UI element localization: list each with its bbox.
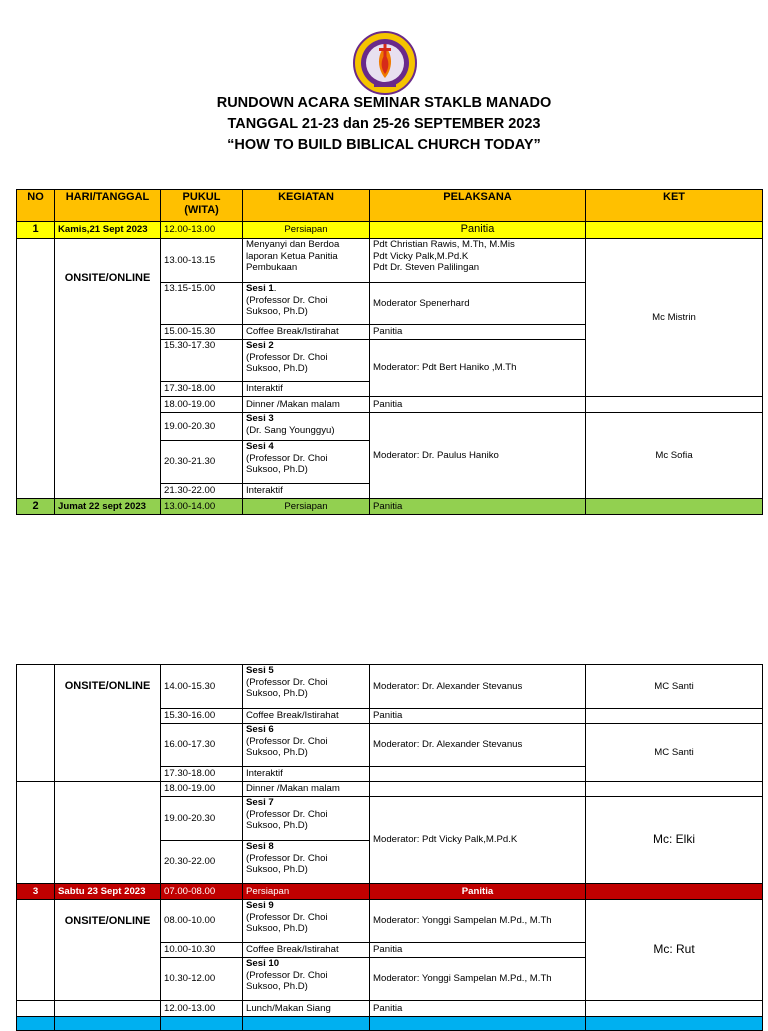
pelaksana: Pdt Christian Rawis, M.Th, M.Mis Pdt Vicky Palk,M.Pd.K Pdt Dr. Steven Palilingan	[370, 239, 586, 283]
ket	[586, 397, 763, 413]
table-row-day-2	[17, 499, 763, 515]
ket-mc: Mc: Rut	[586, 900, 763, 1001]
time: 12.00-13.00	[161, 222, 243, 239]
day-date: Kamis,21 Sept 2023	[55, 222, 161, 239]
day-number: 1	[17, 222, 55, 239]
day-date: Sabtu 23 Sept 2023	[55, 884, 161, 900]
ket-mc: Mc: Elki	[586, 797, 763, 884]
time: 08.00-10.00	[161, 900, 243, 943]
page-title-line-1: RUNDOWN ACARA SEMINAR STAKLB MANADO	[216, 95, 552, 111]
kegiatan: Interaktif	[243, 484, 370, 499]
table-row	[17, 782, 763, 797]
no-cell	[17, 782, 55, 884]
kegiatan: Sesi 3 (Dr. Sang Younggyu)	[243, 413, 370, 441]
day-number: 2	[17, 499, 55, 515]
no-cell	[17, 1001, 55, 1017]
time: 16.00-17.30	[161, 724, 243, 767]
pelaksana: Panitia	[370, 222, 586, 239]
time: 19.00-20.30	[161, 797, 243, 841]
ket	[586, 1001, 763, 1017]
ket-mc: Mc Sofia	[586, 413, 763, 499]
kegiatan: Sesi 8 (Professor Dr. Choi Suksoo, Ph.D)	[243, 841, 370, 884]
table-row	[17, 1001, 763, 1017]
table-row-day-3	[17, 884, 763, 900]
col-pelaksana: PELAKSANA	[370, 190, 586, 222]
no-cell	[17, 665, 55, 782]
time: 18.00-19.00	[161, 397, 243, 413]
kegiatan: Lunch/Makan Siang	[243, 1001, 370, 1017]
mode-cell: ONSITE/ONLINE	[55, 239, 161, 499]
ket	[586, 782, 763, 797]
schedule-table-2	[16, 664, 763, 1031]
time: 13.00-14.00	[161, 499, 243, 515]
pelaksana	[370, 782, 586, 797]
mode-cell	[55, 782, 161, 884]
pelaksana: Moderator: Dr. Alexander Stevanus	[370, 665, 586, 709]
day-number: 3	[17, 884, 55, 900]
mode-cell: ONSITE/ONLINE	[55, 900, 161, 1001]
pelaksana: Panitia	[370, 709, 586, 724]
pelaksana: Panitia	[370, 1001, 586, 1017]
kegiatan: Dinner /Makan malam	[243, 397, 370, 413]
ket	[586, 222, 763, 239]
kegiatan: Coffee Break/Istirahat	[243, 943, 370, 958]
ket	[586, 884, 763, 900]
time: 21.30-22.00	[161, 484, 243, 499]
pelaksana: Panitia	[370, 397, 586, 413]
kegiatan: Coffee Break/Istirahat	[243, 709, 370, 724]
mode-cell	[55, 1001, 161, 1017]
time: 20.30-22.00	[161, 841, 243, 884]
time: 14.00-15.30	[161, 665, 243, 709]
page-title-line-3: “HOW TO BUILD BIBLICAL CHURCH TODAY”	[227, 137, 541, 153]
time: 18.00-19.00	[161, 782, 243, 797]
staklb-logo-emblem	[352, 30, 418, 96]
kegiatan: Sesi 6 (Professor Dr. Choi Suksoo, Ph.D)	[243, 724, 370, 767]
kegiatan: Sesi 5 (Professor Dr. Choi Suksoo, Ph.D)	[243, 665, 370, 709]
kegiatan: Persiapan	[243, 884, 370, 900]
kegiatan: Interaktif	[243, 382, 370, 397]
table-row	[17, 665, 763, 709]
table-header-row	[17, 190, 763, 222]
pelaksana: Moderator: Pdt Vicky Palk,M.Pd.K	[370, 797, 586, 884]
time: 20.30-21.30	[161, 441, 243, 484]
col-kegiatan: KEGIATAN	[243, 190, 370, 222]
kegiatan: Coffee Break/Istirahat	[243, 325, 370, 340]
mode-cell: ONSITE/ONLINE	[55, 665, 161, 782]
table-row-day-1	[17, 222, 763, 239]
kegiatan: Persiapan	[243, 222, 370, 239]
ket	[586, 709, 763, 724]
kegiatan: Sesi 9 (Professor Dr. Choi Suksoo, Ph.D)	[243, 900, 370, 943]
time: 15.00-15.30	[161, 325, 243, 340]
ket-mc: MC Santi	[586, 724, 763, 782]
time: 10.00-10.30	[161, 943, 243, 958]
pelaksana: Moderator: Yonggi Sampelan M.Pd., M.Th	[370, 900, 586, 943]
kegiatan: Sesi 10 (Professor Dr. Choi Suksoo, Ph.D)	[243, 958, 370, 1001]
pelaksana: Moderator: Yonggi Sampelan M.Pd., M.Th	[370, 958, 586, 1001]
time: 15.30-16.00	[161, 709, 243, 724]
pelaksana: Moderator: Dr. Paulus Haniko	[370, 413, 586, 499]
ket-mc: MC Santi	[586, 665, 763, 709]
kegiatan: Persiapan	[243, 499, 370, 515]
kegiatan: Sesi 2 (Professor Dr. Choi Suksoo, Ph.D)	[243, 340, 370, 382]
time: 07.00-08.00	[161, 884, 243, 900]
time: 13.15-15.00	[161, 283, 243, 325]
page-title-line-2: TANGGAL 21-23 dan 25-26 SEPTEMBER 2023	[227, 116, 541, 132]
time: 17.30-18.00	[161, 767, 243, 782]
pelaksana: Panitia	[370, 943, 586, 958]
schedule-table-1	[16, 189, 763, 515]
kegiatan: Sesi 1. (Professor Dr. Choi Suksoo, Ph.D)	[243, 283, 370, 325]
pelaksana: Moderator Spenerhard	[370, 283, 586, 325]
kegiatan: Menyanyi dan Berdoa laporan Ketua Panitia Pembukaan	[243, 239, 370, 283]
pelaksana	[370, 767, 586, 782]
time: 17.30-18.00	[161, 382, 243, 397]
time: 19.00-20.30	[161, 413, 243, 441]
time: 12.00-13.00	[161, 1001, 243, 1017]
no-cell	[17, 239, 55, 499]
pelaksana: Panitia	[370, 325, 586, 340]
pelaksana: Moderator: Pdt Bert Haniko ,M.Th	[370, 340, 586, 397]
kegiatan: Sesi 4 (Professor Dr. Choi Suksoo, Ph.D)	[243, 441, 370, 484]
table-row	[17, 900, 763, 943]
pelaksana: Panitia	[370, 884, 586, 900]
pelaksana: Moderator: Dr. Alexander Stevanus	[370, 724, 586, 767]
col-ket: KET	[586, 190, 763, 222]
no-cell	[17, 900, 55, 1001]
time: 10.30-12.00	[161, 958, 243, 1001]
kegiatan: Sesi 7 (Professor Dr. Choi Suksoo, Ph.D)	[243, 797, 370, 841]
kegiatan: Dinner /Makan malam	[243, 782, 370, 797]
ket	[586, 499, 763, 515]
col-pukul: PUKUL (WITA)	[161, 190, 243, 222]
day-date: Jumat 22 sept 2023	[55, 499, 161, 515]
table-row	[17, 239, 763, 283]
col-hari-tanggal: HARI/TANGGAL	[55, 190, 161, 222]
ket-mc: Mc Mistrin	[586, 239, 763, 397]
time: 15.30-17.30	[161, 340, 243, 382]
pelaksana: Panitia	[370, 499, 586, 515]
time: 13.00-13.15	[161, 239, 243, 283]
col-no: NO	[17, 190, 55, 222]
kegiatan: Interaktif	[243, 767, 370, 782]
